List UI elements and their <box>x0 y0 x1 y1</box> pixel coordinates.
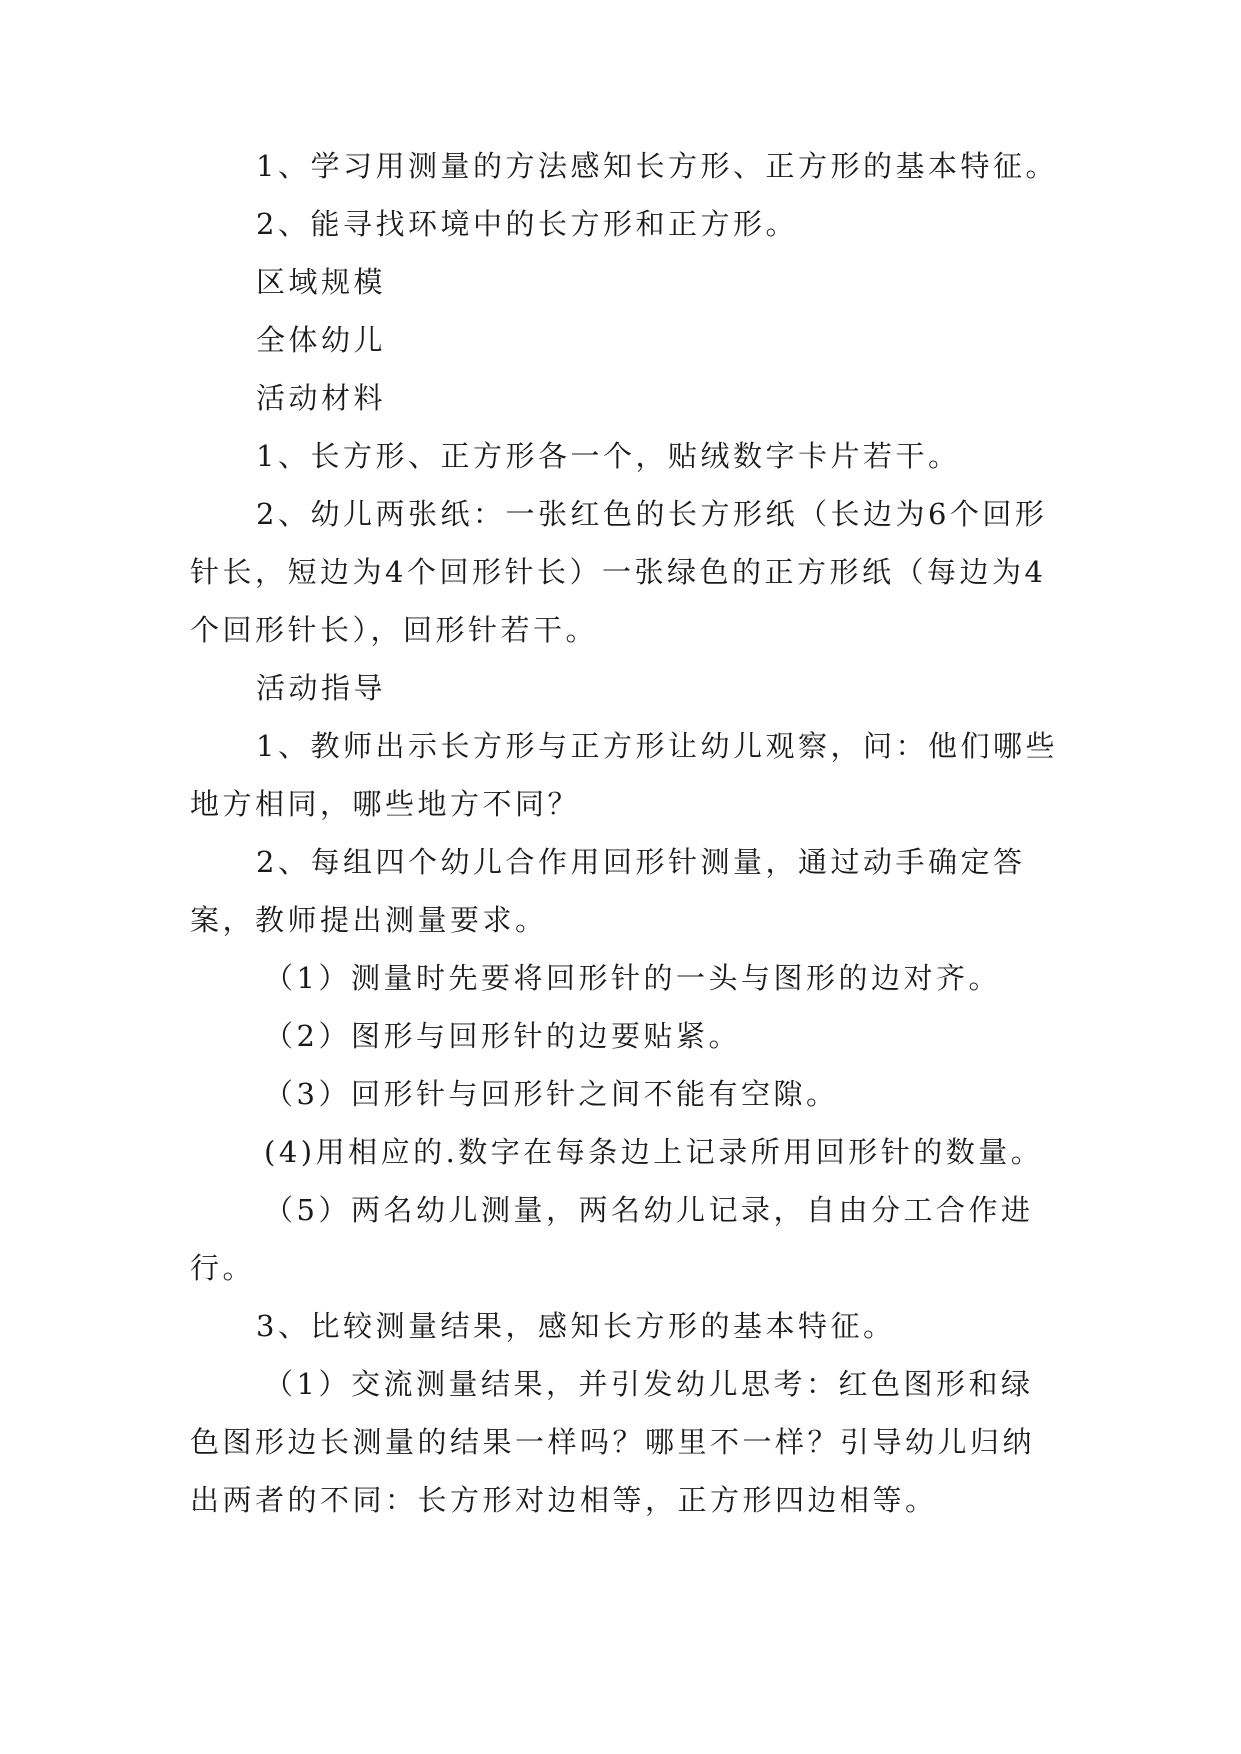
requirement-3: （3）回形针与回形针之间不能有空隙。 <box>264 1077 839 1111</box>
guidance-step-2: 2、每组四个幼儿合作用回形针测量，通过动手确定答案，教师提出测量要求。 <box>190 845 1026 937</box>
guidance-step-1: 1、教师出示长方形与正方形让幼儿观察，问：他们哪些地方相同，哪些地方不同？ <box>190 729 1058 821</box>
objective-2: 2、能寻找环境中的长方形和正方形。 <box>256 207 798 241</box>
requirement-4: (4)用相应的.数字在每条边上记录所用回形针的数量。 <box>264 1135 1044 1169</box>
section-heading-materials: 活动材料 <box>256 381 387 415</box>
requirement-5: （5）两名幼儿测量，两名幼儿记录，自由分工合作进行。 <box>190 1193 1034 1285</box>
material-item-2: 2、幼儿两张纸：一张红色的长方形纸（长边为6个回形针长，短边为4个回形针长）一张绿色的正方形纸（每边为4个回形针长），回形针若干。 <box>190 497 1048 647</box>
guidance-step-3: 3、比较测量结果，感知长方形的基本特征。 <box>256 1309 896 1343</box>
section-heading-guidance: 活动指导 <box>256 671 387 705</box>
material-item-1: 1、长方形、正方形各一个，贴绒数字卡片若干。 <box>256 439 961 473</box>
requirement-2: （2）图形与回形针的边要贴紧。 <box>264 1019 741 1053</box>
comparison-item-1: （1）交流测量结果，并引发幼儿思考：红色图形和绿色图形边长测量的结果一样吗？哪里不一样？引导幼儿归纳出两者的不同：长方形对边相等，正方形四边相等。 <box>190 1367 1036 1517</box>
scale-value: 全体幼儿 <box>256 323 387 357</box>
section-heading-scale: 区域规模 <box>256 265 387 299</box>
objective-1: 1、学习用测量的方法感知长方形、正方形的基本特征。 <box>256 149 1058 183</box>
requirement-1: （1）测量时先要将回形针的一头与图形的边对齐。 <box>264 961 1001 995</box>
